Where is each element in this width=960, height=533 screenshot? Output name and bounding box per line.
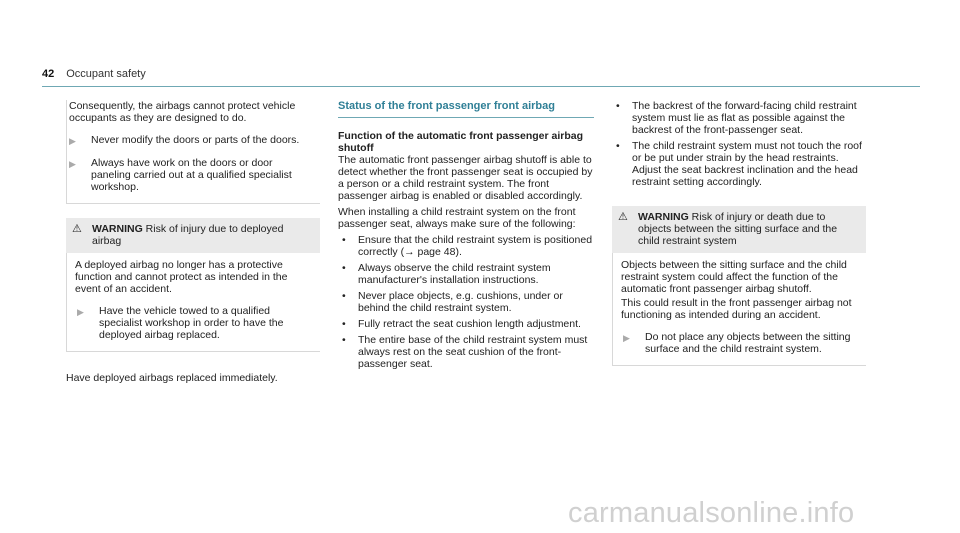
warning-label: WARNING <box>638 211 689 223</box>
warning-label: WARNING <box>92 223 143 235</box>
paragraph: The automatic front passenger airbag shutoff is able to detect whether the front passenger seat is occupied by a person or a child restraint system. The front passenger airbag is enabled or disabled accordingly. <box>338 154 593 202</box>
triangle-right-icon: ▶ <box>69 159 76 169</box>
bullet-icon: • <box>616 140 620 152</box>
bullet-icon: • <box>342 290 346 302</box>
subsection-heading: Function of the automatic front passenger airbag shutoff <box>338 130 584 154</box>
list-item: • Always observe the child restraint system manufacturer's installation instructions. <box>338 262 594 286</box>
warning-text: A deployed airbag no longer has a protective function and cannot protect as intended in the event of an accident. <box>75 259 288 295</box>
list-item: • Fully retract the seat cushion length adjustment. <box>338 318 594 330</box>
bullet-icon: • <box>342 234 346 246</box>
list-item: • The backrest of the forward-facing child restraint system must lie as flat as possible against the backrest of the front-passenger seat. <box>612 100 866 136</box>
list-item: • The entire base of the child restraint system must always rest on the seat cushion of the front-passenger seat. <box>338 334 594 370</box>
bullet-icon: • <box>342 334 346 346</box>
page-header <box>42 68 146 80</box>
bullet-list <box>338 234 594 370</box>
warning-triangle-icon: ⚠ <box>72 223 82 235</box>
list-item: • The child restraint system must not touch the roof or be put under strain by the head restraints. Adjust the seat backrest inclination and the head restraint setting accordingly. <box>612 140 866 188</box>
step-text: Never modify the doors or parts of the doors. <box>91 134 300 146</box>
bullet-icon: • <box>616 100 620 112</box>
warning-box <box>66 218 320 352</box>
triangle-right-icon: ▶ <box>69 136 76 146</box>
step-text: Do not place any objects between the sitting surface and the child restraint system. <box>645 331 851 355</box>
step-text: Have the vehicle towed to a qualified specialist workshop in order to have the deployed airbag replaced. <box>99 305 284 341</box>
watermark: carmanualsonline.info <box>568 497 855 529</box>
bullet-icon: • <box>342 262 346 274</box>
list-item: • Never place objects, e.g. cushions, under or behind the child restraint system. <box>338 290 594 314</box>
page-number: 42 <box>42 68 55 80</box>
bullet-icon: • <box>342 318 346 330</box>
warning-title: Risk of injury due to deployed airbag <box>92 223 284 247</box>
triangle-right-icon: ▶ <box>77 307 84 317</box>
list-item: • Ensure that the child restraint system is positioned correctly (→ page 48). <box>338 234 594 258</box>
section-heading: Status of the front passenger front airbag <box>338 100 594 118</box>
warning-header <box>612 206 866 253</box>
warning-body <box>66 253 320 352</box>
step-item <box>621 331 858 355</box>
column-1 <box>66 100 320 384</box>
warning-triangle-icon: ⚠ <box>618 211 628 223</box>
header-rule <box>42 86 920 87</box>
closing-text: Have deployed airbags replaced immediately. <box>66 372 278 384</box>
column-3 <box>612 100 866 366</box>
continuation-box <box>66 100 320 204</box>
step-text: Always have work on the doors or door paneling carried out at a qualified specialist workshop. <box>91 157 292 193</box>
warning-body <box>612 253 866 366</box>
warning-box <box>612 206 866 366</box>
triangle-right-icon: ▶ <box>623 333 630 343</box>
step-item <box>75 305 312 341</box>
warning-text: This could result in the front passenger airbag not functioning as intended during an accident. <box>621 297 852 321</box>
bullet-list <box>612 100 866 188</box>
warning-text: Objects between the sitting surface and the child restraint system could affect the function of the automatic front passenger airbag shutoff. <box>621 259 847 295</box>
step-item <box>67 134 310 147</box>
warning-header <box>66 218 320 253</box>
section-title: Occupant safety <box>66 68 146 80</box>
step-item <box>67 157 310 193</box>
intro-text: Consequently, the airbags cannot protect vehicle occupants as they are designed to do. <box>69 100 296 124</box>
warning-title: Risk of injury or death due to objects between the sitting surface and the child restraint system <box>638 211 838 247</box>
column-2 <box>338 100 594 370</box>
paragraph: When installing a child restraint system on the front passenger seat, always make sure of the following: <box>338 206 576 230</box>
